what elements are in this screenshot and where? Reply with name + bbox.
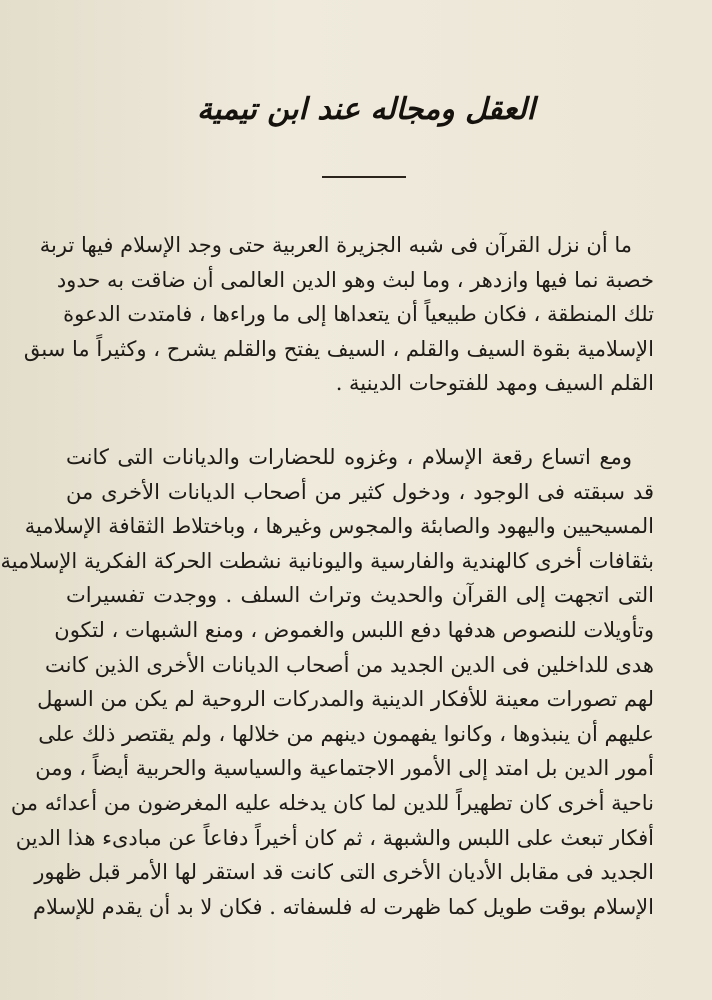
text-line: المسيحيين واليهود والصابئة والمجوس وغيرها ، وباختلاط الثقافة الإسلامية (24, 514, 654, 539)
text-line: قد سبقته فى الوجود ، ودخول كثير من أصحاب الديانات الأخرى من (66, 479, 654, 504)
text-line: بثقافات أخرى كالهندية والفارسية واليونانية نشطت الحركة الفكرية الإسلامية (0, 548, 654, 573)
text-line: وتأويلات للنصوص هدفها دفع اللبس والغموض ، ومنع الشبهات ، لتكون (54, 617, 654, 642)
text-line: ما أن نزل القرآن فى شبه الجزيرة العربية حتى وجد الإسلام فيها تربة (39, 233, 632, 257)
page-title: العقل ومجاله عند ابن تيمية (196, 92, 535, 127)
text-line: أفكار تبعث على اللبس والشبهة ، ثم كان أخيراً دفاعاً عن مبادىء هذا الدين (15, 825, 654, 850)
text-line: التى اتجهت إلى القرآن والحديث وتراث السلف . ووجدت تفسيرات (66, 583, 654, 608)
text-line: الإسلامية بقوة السيف والقلم ، السيف يفتح والقلم يشرح ، وكثيراً ما سبق (23, 336, 654, 361)
text-line: ومع اتساع رقعة الإسلام ، وغزوه للحضارات والديانات التى كانت (66, 445, 632, 469)
title-divider (322, 176, 406, 178)
text-line: هدى للداخلين فى الدين الجديد من أصحاب الديانات الأخرى الذين كانت (45, 652, 654, 677)
text-line: ناحية أخرى كان تطهيراً للدين لما كان يدخله عليه المغرضون من أعدائه من (10, 790, 654, 815)
paragraph-1 (23, 228, 654, 401)
paragraph-2 (0, 440, 654, 924)
text-line: خصبة نما فيها وازدهر ، وما لبث وهو الدين العالمى أن ضاقت به حدود (56, 267, 654, 292)
text-line: لهم تصورات معينة للأفكار الدينية والمدركات الروحية لم يكن من السهل (37, 687, 654, 712)
text-line: تلك المنطقة ، فكان طبيعياً أن يتعداها إلى ما وراءها ، فامتدت الدعوة (63, 302, 654, 327)
text-line: القلم السيف ومهد للفتوحات الدينية . (335, 371, 654, 396)
text-line: الإسلام بوقت طويل كما ظهرت له فلسفاته . فكان لا بد أن يقدم للإسلام (33, 894, 654, 919)
text-line: عليهم أن ينبذوها ، وكانوا يفهمون دينهم من خلالها ، ولم يقتصر ذلك على (38, 721, 654, 746)
text-line: الجديد فى مقابل الأديان الأخرى التى كانت قد استقر لها الأمر قبل ظهور (34, 860, 654, 885)
text-line: أمور الدين بل امتد إلى الأمور الاجتماعية والسياسية والحربية أيضاً ، ومن (35, 756, 654, 781)
